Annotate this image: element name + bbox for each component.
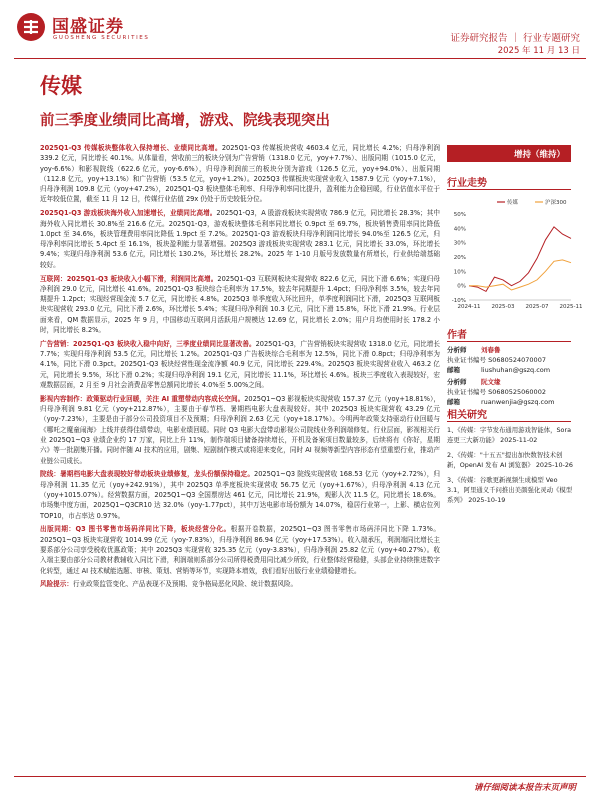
analyst-row [447,365,575,375]
industry-trend-chart [447,192,583,320]
related-research-item[interactable]: 1、《传媒：字节发布通用游戏智能体，Sora 连更三大新功能》 2025-11-02 [447,426,572,445]
report-type: 证券研究报告 ｜ 行业专题研究 [450,33,580,44]
y-tick-label: 0% [457,283,466,290]
legend-label: 传媒 [507,200,519,206]
paragraph-film-content [40,394,440,466]
y-tick-label: 30% [453,240,466,247]
analyst-role: 分析师 [447,378,467,386]
analyst-role: 邮箱 [447,366,460,374]
paragraph-publishing [40,524,440,575]
analyst-license: S0680525060002 [488,388,546,396]
y-tick-label: 20% [453,255,466,261]
paragraph-lead: 出版同期：Q3 图书零售市场码洋同比下降，板块经营分化。 [40,525,231,534]
paragraph-games [40,208,440,270]
x-tick-label: 2024-11 [457,304,481,310]
legend-label: 沪深300 [545,200,567,206]
analyst-row [447,345,575,355]
footer-divider [14,776,586,777]
paragraph-text: 2025Q1~Q3 院线实现营收 168.53 亿元（yoy+2.72%），归母净利润 11.35 亿元（yoy+242.91%），其中 2025Q3 单季度板块实现营收 56.75 亿元（yoy+1.67%），归母净利润 4.13 亿元（yoy+1015.07%）。经营数据方面，2025Q1~Q3 全国票房达 461 亿元，同比增长 21.9%，观影人次 11.5 亿，同比增长 18.6%。市场集中度方面，2025Q1~Q3CR10 达 32.0%（yoy-1.77pct），其中万达电影市场份额为 14.07%，稳居行业第一，上影、横店位列 TOP10，市占率达 0.97%。 [40,470,440,520]
rating-badge: 增持（维持） [447,145,571,162]
authors-title: 作者 [447,330,467,341]
analyst-name: 阮文缘 [481,378,501,386]
x-tick-label: 2025-03 [491,304,515,310]
trend-divider [447,189,571,190]
paragraph-lead: 院线：暑期档电影大盘表现较好带动板块业绩修复，龙头份额保持稳定。 [40,470,255,479]
y-tick-label: -10% [451,298,466,304]
paragraph-advertising [40,339,440,390]
paragraph-lead: 2025Q1-Q3 传媒板块整体收入保持增长、业绩同比高增。 [40,144,222,152]
y-tick-label: 40% [453,226,466,233]
brand-name-en: GUOSHENG SECURITIES [53,35,150,41]
paragraph-overview [40,143,440,205]
guosheng-logo-icon [16,12,46,42]
paragraph-lead: 影视内容制作：政策驱动行业回暖，关注 AI 重塑带动内容成长空间。 [40,394,245,403]
x-tick-label: 2025-07 [525,304,549,310]
related-research-item[interactable]: 2、《传媒："十五五"提出加快数智技术创新，OpenAI 发布 AI 浏览器》 2025-10-26 [447,450,573,470]
analyst-row [447,387,575,397]
brand-logo [16,10,150,50]
analyst-role: 执业证书编号 [447,356,486,364]
paragraph-text: 2025Q1-Q3 互联网板块实现营收 822.6 亿元，同比下滑 6.6%；实现归母净利润 29.0 亿元，同比增长 41.6%。2025Q1-Q3 板块综合毛利率为 17.5%，较去年同期提升 1.4pct；归母净利率 3.5%，较去年同期提升 1.2pct；实现经营现金流 5.7 亿元，同比增长 4.8%。2025Q3 单季度收入环比回升，单季度利润同比下滑，2025Q3 互联网板块实现营收 293.0 亿元，同比下滑 2.6%，环比增长 5.4%；实现归母净利润 10.3 亿元，同比下滑 15.8%，环比下滑 21.9%。行业层面来看，QM 数据显示，2025 年 9 月，中国移动互联网月活跃用户规模达 12.69 亿，同比增长 2.0%；用户月均使用时长 178.2 小时，同比增长 8.2%。 [40,274,440,335]
paragraph-cinema [40,469,440,520]
related-research-list [447,425,575,510]
x-tick-label: 2025-11 [559,304,583,310]
paragraph-text: 2025Q1~Q3 影视板块实现营收 157.37 亿元（yoy+18.81%），归母净利润 9.81 亿元（yoy+212.87%），主要由于春节档、暑期档电影大盘表现较好。其中 2025Q3 板块实现营收 43.29 亿元（yoy-7.23%），主要是由于部分公司投资项目不及预期；归母净利润 2.63 亿元（yoy+18.17%）。今明两年政策支持驱动行业回暖与《哪吒之魔童闹海》上线并获得佳绩带动，电影业绩回暖。同时 Q3 电影大盘带动影视公司院线业务利润端修复。行业层面，影视相关行业 2025Q1~Q3 业绩企业约 17 万家，同比上升 11%，制作端项目储备持续增长，开机及备案项目数量较多，后续将有《你好，星期六》等一批剧集开播。同时伴随 AI 技术的应用，剧集、短剧制作模式或将迎来变化，同时 AI 视频等新型内容形态有望重塑行业，推动产业链公司成长。 [40,394,440,465]
report-date: 2025 年 11 月 13 日 [497,46,580,56]
authors-divider [447,341,571,342]
analyst-license: S0680524070007 [488,356,546,364]
trend-title: 行业走势 [447,178,487,189]
paragraph-text: 2025Q1-Q3 传媒板块营收 4603.4 亿元，同比增长 4.2%；归母净利润 339.2 亿元，同比增长 40.1%。从体量看，营收前三的板块分别为广告营销（1318.0 亿元，yoy+7.7%）、出版同期（1015.0 亿元，yoy-6.6%）和影视院线（622.6 亿元，yoy-6.6%），归母净利润前三的板块分别为游戏（126.5 亿元，yoy+94.0%）、出版同期（112.8 亿元，yoy+13.1%）和广告营销（53.5 亿元，yoy+1.2%）。2025Q3 传媒板块实现营业收入 1587.9 亿元（yoy+7.1%），归母净利润 109.8 亿元（yoy+47.2%），2025Q1-Q3 板块整体毛利率、归母净利率同比提升，盈利能力企稳回暖，行业估值水平位于近年较低位置，截至 11 月 12 日，传媒行业估值 29x 仍处于历史较低分位。 [40,144,440,204]
related-research-item[interactable]: 3、《传媒：谷歌更新视频生成模型 Veo 3.1，阿里通义千问推出美颜强化灵动《模型系列》 2025-10-19 [447,475,573,505]
analyst-email: ruanwenjia@gszq.com [481,398,555,406]
sector-title: 传媒 [40,74,82,98]
paragraph-risk [40,579,440,589]
header-divider [14,58,586,59]
analyst-role: 执业证书编号 [447,388,486,396]
paragraph-text: 行业政策监管变化、产品表现不及预期、竞争格局恶化风险、统计数据风险。 [72,580,298,589]
paragraph-text: 2025Q1-Q3，广告营销板块实现营收 1318.0 亿元，同比增长 7.7%；实现归母净利润 53.5 亿元，同比增长 1.2%。2025Q1-Q3 广告板块综合毛利率为 12.5%，同比下滑 0.8pct；归母净利率为 4.1%，同比下滑 0.3pct。2025Q1-Q3 板块经营性现金流净额 40.9 亿元，同比增长 229.4%。2025Q3 板块实现营业收入 463.2 亿元，同比增长 9.5%，环比下滑 0.2%；实现归母净利润 19.1 亿元，同比增长 11.1%，环比增长 4.6%。板块三季度收入表现较好，宏观数据层面，2 月至 9 月社会消费品零售总额同比增长 4.0%至 5.00%之间。 [40,339,440,390]
y-tick-label: 50% [453,212,466,218]
paragraph-lead: 2025Q1-Q3 游戏板块海外收入加速增长，业绩同比高增。 [40,209,217,218]
report-body [40,143,440,593]
series-line [469,227,571,292]
analyst-row [447,355,575,365]
analyst-role: 邮箱 [447,398,460,406]
analyst-row [447,377,575,387]
paragraph-lead: 互联网：2025Q1-Q3 板块收入小幅下滑，利润同比高增。 [40,274,218,283]
y-tick-label: 10% [453,269,466,276]
paragraph-lead: 风险提示： [40,580,73,589]
related-divider [447,421,571,422]
analyst-name: 刘春鲁 [481,346,501,354]
series-line [469,260,571,290]
analyst-email: liushuhan@gszq.com [481,366,551,374]
brand-name-cn: 国盛证券 [52,17,124,37]
analyst-role: 分析师 [447,346,467,354]
paragraph-internet [40,274,440,336]
paragraph-text: 根据开卷数据，2025Q1~Q3 图书零售市场码洋同比下降 1.73%。2025Q1~Q3 板块实现营收 1014.99 亿元（yoy-7.83%），归母净利润 86.94 亿元（yoy+17.53%）。收入端承压，利润端同比增长主要系部分公司享受税收优惠政策；其中 2025Q3 实现营收 325.35 亿元（yoy-3.83%），归母净利润 25.82 亿元（yoy+40.27%）。收入端主要由部分公司教材教辅收入同比下滑，利润端则系部分公司所得税费用同比减少所致，行业整体经营稳健，头部企业持续推进数字化转型，通过 AI 技术赋能选题、审核、策划、营销等环节，实现降本增效，我们看好出版行业业绩稳健增长。 [40,525,440,575]
footer-disclaimer: 请仔细阅读本报告末页声明 [473,783,576,793]
related-title: 相关研究 [447,410,487,421]
report-headline: 前三季度业绩同比高增，游戏、院线表现突出 [40,113,330,129]
paragraph-lead: 广告营销：2025Q1-Q3 板块收入稳中向好，三季度业绩同比显著改善。 [40,339,256,348]
paragraph-text: 2025Q1-Q3，A 股游戏板块实现营收 786.9 亿元，同比增长 28.3%；其中海外收入同比增长 30.8%至 216.6 亿元。2025Q1-Q3，游戏板块整体毛利率同比增长 0.9pct 至 69.7%，板块销售费用率同比降低 1.0pct 至 34.6%，板块管理费用率同比降低 1.9pct 至 7.2%。2025Q1-Q3 游戏板块归母净利润同比增长 94.0%至 126.5 亿元，归母净利率同比增长 5.4pct 至 16.1%，板块盈利能力显著增强。2025Q3 游戏板块实现营收 283.1 亿元，同比增长 33.0%，环比增长 9.4%；实现归母净利润 53.6 亿元，同比增长 130.2%，环比增长 28.2%。2025 年 1-10 月版号发放数量有所增长，行业供给端基础较好。 [40,209,440,269]
